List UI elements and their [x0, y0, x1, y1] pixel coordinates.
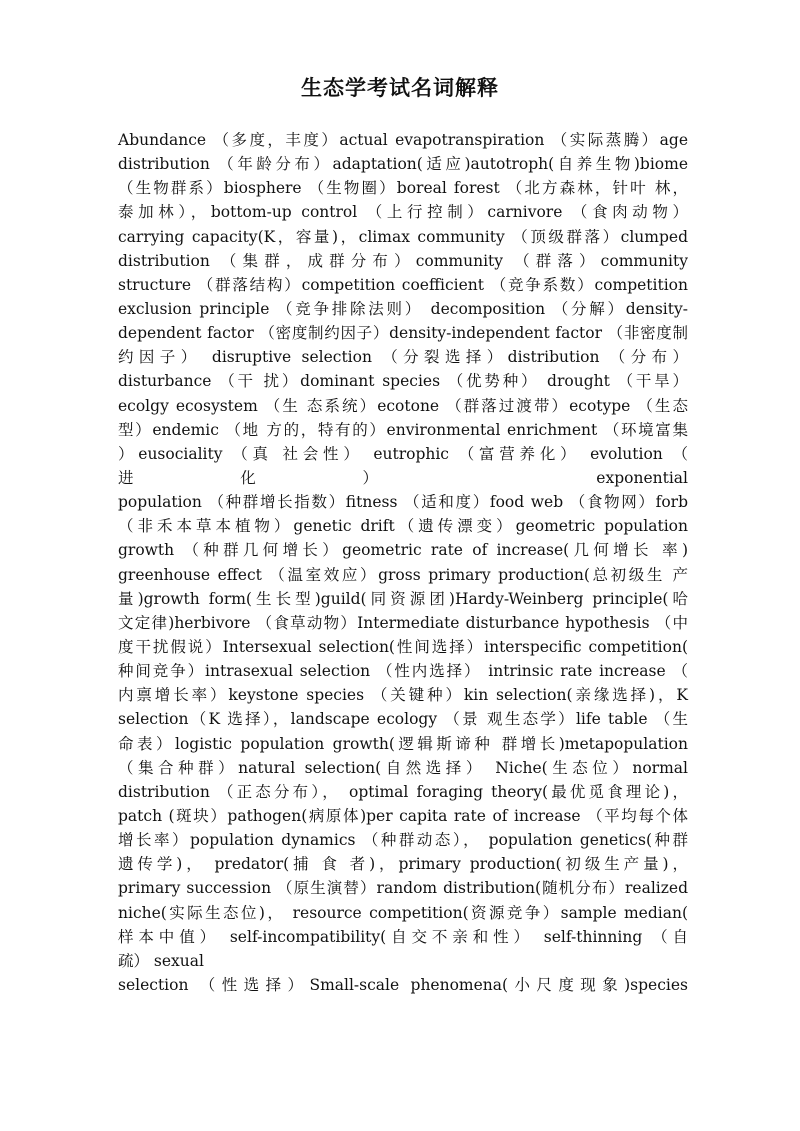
text-line: selection （性选择）Small-scale phenomena(小尺度现象)species: [118, 975, 688, 994]
glossary-body: [118, 128, 688, 997]
text-line: Abundance （多度，丰度）actual evapotranspiration （实际蒸腾）age: [118, 131, 688, 149]
text-line: primary succession （原生演替）random distribution(随机分布）realized: [118, 879, 688, 898]
text-line: distribution （年龄分布）adaptation(适应)autotroph(自养生物)biome: [118, 155, 688, 174]
text-line: 型）endemic （地 方的，特有的）environmental enrichment （环境富集: [118, 420, 688, 439]
text-line: 约因子） disruptive selection （分裂选择）distribution （分布）: [118, 348, 688, 367]
text-line: 量)growth form(生长型)guild(同资源团)Hardy-Weinberg principle(哈: [118, 589, 688, 608]
page-title: 生态学考试名词解释: [301, 75, 499, 100]
text-line: growth （种群几何增长）geometric rate of increase(几何增长 率): [118, 541, 688, 560]
text-line: exclusion principle （竞争排除法则） decomposition （分解）density-: [118, 299, 688, 318]
text-line: niche(实际生态位)， resource competition(资源竞争）sample median(: [118, 903, 688, 922]
text-line: carrying capacity(K，容量)，climax community （顶级群落）clumped: [118, 227, 688, 246]
text-line: ecolgy ecosystem （生 态系统）ecotone （群落过渡带）ecotype （生态: [118, 396, 688, 415]
text-line: 进化） exponential: [118, 468, 688, 487]
text-line: disturbance （干 扰）dominant species （优势种） drought （干旱）: [118, 372, 688, 391]
text-line: （非禾本草本植物）genetic drift（遗传漂变）geometric population: [118, 517, 688, 536]
text-line: dependent factor （密度制约因子）density-independent factor （非密度制: [118, 324, 688, 343]
text-line: population （种群增长指数）fitness （适和度）food web （食物网）forb: [118, 493, 688, 512]
text-line: distribution （正态分布）， optimal foraging theory(最优觅食理论)，: [118, 782, 688, 801]
text-line: 疏） sexual: [118, 951, 204, 970]
text-line: 增长率）population dynamics （种群动态）， population genetics(种群: [118, 831, 688, 850]
text-line: 样本中值） self-incompatibility(自交不亲和性） self-thinning （自: [118, 927, 688, 946]
text-line: distribution （集群，成群分布）community （群落）community: [118, 251, 688, 270]
text-line: ）eusociality （真 社会性） eutrophic （富营养化） evolution （: [118, 444, 688, 463]
text-line: structure （群落结构）competition coefficient （竞争系数）competition: [118, 275, 688, 294]
text-line: （生物群系）biosphere （生物圈）boreal forest （北方森林，针叶 林，: [118, 179, 688, 198]
text-line: patch (斑块）pathogen(病原体)per capita rate of increase （平均每个体: [118, 806, 688, 825]
text-line: greenhouse effect （温室效应）gross primary production(总初级生 产: [118, 565, 688, 584]
text-line: 遗传学)， predator(捕 食 者)，primary production(初级生产量)，: [118, 855, 688, 874]
text-line: （集合种群）natural selection(自然选择） Niche(生态位）normal: [118, 758, 688, 777]
text-line: selection（K 选择），landscape ecology （景 观生态学）life table （生: [118, 710, 688, 729]
text-line: 种间竞争）intrasexual selection （性内选择） intrinsic rate increase （: [118, 662, 688, 681]
text-line: 文定律)herbivore （食草动物）Intermediate disturbance hypothesis （中: [118, 613, 688, 632]
text-line: 内禀增长率）keystone species （关键种）kin selection(亲缘选择)，K: [118, 686, 688, 705]
text-line: 度干扰假说）Intersexual selection(性间选择）interspecific competition(: [118, 637, 688, 656]
text-line: 泰加林），bottom-up control （上行控制）carnivore （食肉动物）: [118, 203, 688, 222]
text-line: 命表）logistic population growth(逻辑斯谛种 群增长)metapopulation: [118, 734, 688, 753]
